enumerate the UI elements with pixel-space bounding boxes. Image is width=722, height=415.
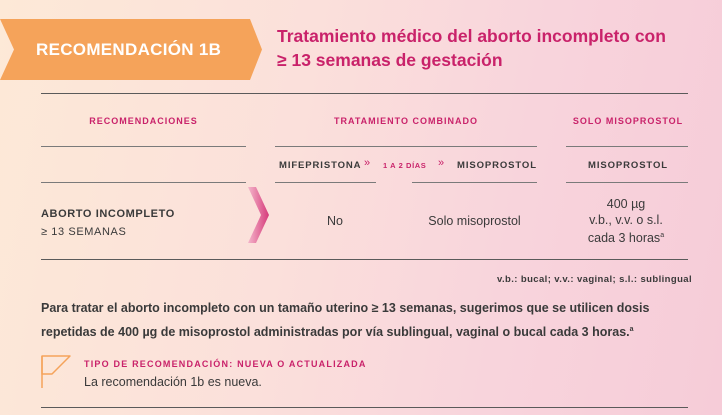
header-solo-misoprostol: SOLO MISOPROSTOL [572,116,684,126]
abbreviations-note: v.b.: bucal; v.v.: vaginal; s.l.: sublingual [497,274,692,285]
subheader-rule-left [41,182,246,183]
row-label-line-1: ABORTO INCOMPLETO [41,208,175,220]
subheader-rule-misoprostol [412,182,537,183]
cell-misoprostol-combined: Solo misoprostol [428,214,521,228]
title-line-2: ≥ 13 semanas de gestación [277,50,503,70]
subheader-misoprostol-combined: MISOPROSTOL [457,160,537,171]
title-line-1: Tratamiento médico del aborto incompleto con [277,26,666,46]
dose-line-3 [566,228,686,247]
flag-icon [40,354,76,390]
header-tratamiento-combinado: TRATAMIENTO COMBINADO [334,116,478,126]
header-rule-right [566,146,688,147]
page-title [277,24,697,72]
table-bottom-rule [41,259,688,260]
subheader-misoprostol-solo: MISOPROSTOL [588,160,668,171]
dose-line-1: 400 µg [606,197,646,211]
chevron-right-icon [248,187,270,243]
double-chevron-icon: » [364,157,368,169]
subheader-rule-mifepristona [275,182,376,183]
dose-line-2: v.b., v.v. o s.l. [589,212,663,227]
recommendation-text [41,298,691,343]
cell-dose [566,197,686,247]
recommendation-badge [0,19,262,80]
dose-footnote-mark: a [660,232,665,239]
subheader-rule-right [566,182,688,183]
recommendation-footnote-mark: a [629,326,634,333]
dose-line-3-text: cada 3 horas [587,231,661,246]
recommendation-type-label: TIPO DE RECOMENDACIÓN: NUEVA O ACTUALIZADA [84,359,367,369]
row-label-line-2: ≥ 13 SEMANAS [41,226,127,238]
subheader-interval: 1 A 2 DÍAS [383,161,427,170]
row-label [41,205,175,241]
header-rule-left [41,146,246,147]
table-top-rule [41,93,688,94]
badge-label: RECOMENDACIÓN 1B [36,40,222,59]
recommendation-body: Para tratar el aborto incompleto con un tamaño uterino ≥ 13 semanas, sugerimos que se utilicen dosis repetidas de 400 µg de misoprostol administradas por vía sublingual, vaginal o bucal cada 3 horas. [41,301,650,340]
recommendation-type-text: La recomendación 1b es nueva. [84,375,262,389]
header-recomendaciones: RECOMENDACIONES [89,116,198,126]
header-rule-middle [275,146,537,147]
double-chevron-icon: » [438,157,442,169]
subheader-mifepristona: MIFEPRISTONA [279,160,362,171]
cell-mifepristona: No [327,214,343,228]
footer-rule [41,407,688,408]
